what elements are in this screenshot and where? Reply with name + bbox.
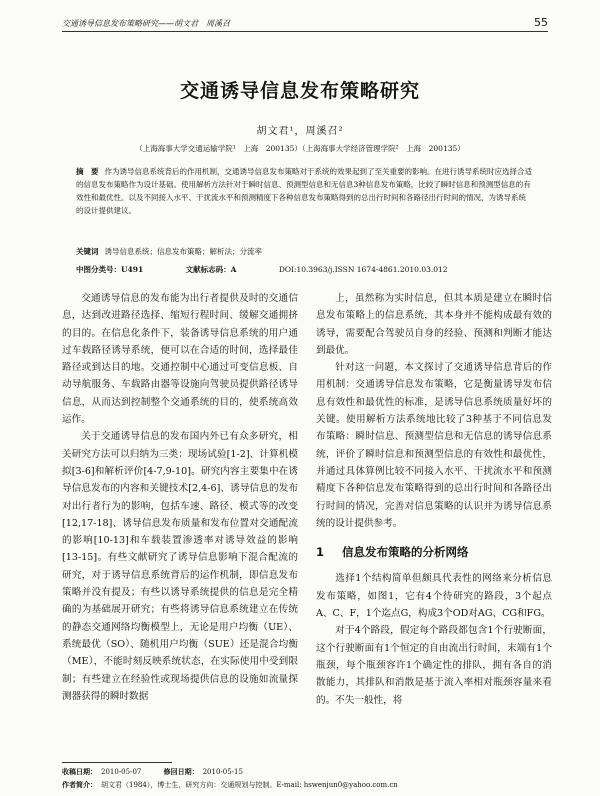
body-paragraph: 上，虽然称为实时信息，但其本质是建立在瞬时信息发布策略上的信息系统，其本身并不能构成最有效的诱导，需要配合驾驶员自身的经验、预测和判断才能达到最优。: [316, 293, 552, 356]
classification-line: [76, 264, 532, 275]
section-title: 信息发布策略的分析网络: [342, 545, 469, 560]
doc-code: 文献标志码：A: [185, 265, 237, 274]
authors: 胡文君¹，周溪召²: [256, 126, 344, 137]
running-header: [62, 16, 548, 32]
keywords: [76, 246, 532, 257]
received-date: 2010-05-07: [101, 768, 142, 776]
body-paragraph: 针对这一问题，本文探讨了交通诱导信息背后的作用机制：交通诱导信息发布策略，它是衡量诱导发布信息有效性和最优性的标准，是诱导信息系统质量好坏的关键。使用解析方法系统地比较了3种基于不同信息发布策略：瞬时信息、预测型信息和无信息的诱导信息系统，评价了瞬时信息和预测型信息的有效性和最优性，并通过具体算例比较不同接入水平、干扰流水平和预测精度下各种信息发布策略得到的总出行时间和各路径出行时间的情况，完善对信息策略的认识并为诱导信息系统的设计提供参考。: [316, 362, 552, 529]
body-paragraph: 选择1个结构简单但颇具代表性的网络来分析信息发布策略，如图1，它有4个待研究的路段，3个起点A、C、F，1个迄点G，构成3个OD对AG、CG和FG。: [316, 573, 552, 620]
paper-title: 交通诱导信息发布策略研究: [179, 80, 420, 102]
bio-text: 胡文君（1984），博士生，研究方向：交通规划与控制。E-mail: hswenjun0@yahoo.com.cn: [101, 781, 398, 789]
clc-code: 中图分类号：U491: [76, 265, 144, 274]
received-label: 收稿日期：: [62, 768, 97, 776]
footnote-rule: [62, 762, 172, 763]
abstract-label: 摘 要: [76, 167, 99, 176]
body-paragraph: 关于交通诱导信息的发布国内外已有众多研究，相关研究方法可以归纳为三类：现场试验[1-2]、计算机模拟[3-6]和解析评价[4-7,9-10]。研究内容主要集中在诱导信息发布的内容和关键技术[2,4-6]、诱导信息的发布对出行者行为的影响，包括车速、路径、模式等的改变[12,17-18]、诱导信息发布质量和发布位置对交通配流的影响[10-13]和车载装置渗透率对诱导效益的影响[13-15]。有些文献研究了诱导信息影响下混合配流的研究，对于诱导信息系统背后的运作机制，即信息发布策略并没有提及；有些以诱导系统提供的信息是完全精确的为基础展开研究；有些将诱导信息系统建立在传统的静态交通网络均衡模型上，无论是用户均衡（UE）、系统最优（SO）、随机用户均衡（SUE）还是混合均衡（ME），不能时刻反映系统状态，在实际使用中受到限制；有些建立在经验性或现场提供信息的设施如流量探测器获得的瞬时数据: [62, 431, 298, 702]
abstract-text: 作为诱导信息系统背后的作用机制，交通诱导信息发布策略对于系统的效果起到了至关重要的影响。在进行诱导系统时应选择合适的信息发布策略作为设计基础。使用解析方法针对于瞬时信息、预测型信息和无信息3种信息发布策略，比较了瞬时信息和预测型信息的有效性和最优性。以及不同接入水平、干扰流水平和预测精度下各种信息发布策略得到的总出行时间和各路径出行时间的情况，为诱导系统的设计提供建议。: [76, 167, 532, 215]
revised-label: 修回日期：: [163, 768, 199, 776]
footnote-author-bio: [62, 780, 398, 790]
section-heading: [316, 544, 552, 561]
running-title: 交通诱导信息发布策略研究——胡文君 周溪召: [62, 19, 230, 28]
keywords-text: 诱导信息系统；信息发布策略；解析法；分流率: [104, 247, 262, 256]
page-number: 55: [534, 16, 548, 29]
body-paragraph: 对于4个路段，假定每个路段都包含1个行驶断面，这个行驶断面有1个恒定的自由流出行时间，末端有1个瓶颈，每个瓶颈容许1个确定性的排队，拥有各自的消散能力，其排队和消散是基于流入率相对瓶颈容量来看的。不失一般性，将: [316, 625, 552, 706]
affiliations: （上海海事大学交通运输学院¹ 上海 200135）（上海海事大学经济管理学院² 上海 200135）: [135, 144, 465, 153]
body-left-column: [62, 290, 298, 705]
footnote-dates: [62, 767, 243, 777]
body-right-column: [316, 290, 552, 709]
section-number: 1: [316, 545, 325, 560]
abstract: [76, 165, 532, 217]
revised-date: 2010-05-15: [202, 768, 243, 776]
doi: DOI:10.3963/j.ISSN 1674-4861.2010.03.012: [278, 265, 448, 274]
keywords-label: 关键词: [76, 247, 99, 256]
body-paragraph: 交通诱导信息的发布能为出行者提供及时的交通信息，达到改进路径选择、缩短行程时间、缓解交通拥挤的目的。在信息化条件下，装备诱导信息系统的用户通过车载路径诱导系统，便可以在合适的时间，选择最佳路径或到达目的地。交通控制中心通过可变信息板、自动导航服务、车载路由器等设施向驾驶员提供路径诱导信息，从而达到控制整个交通系统的目的，使系统高效运作。: [62, 293, 298, 426]
bio-label: 作者简介：: [62, 781, 97, 789]
